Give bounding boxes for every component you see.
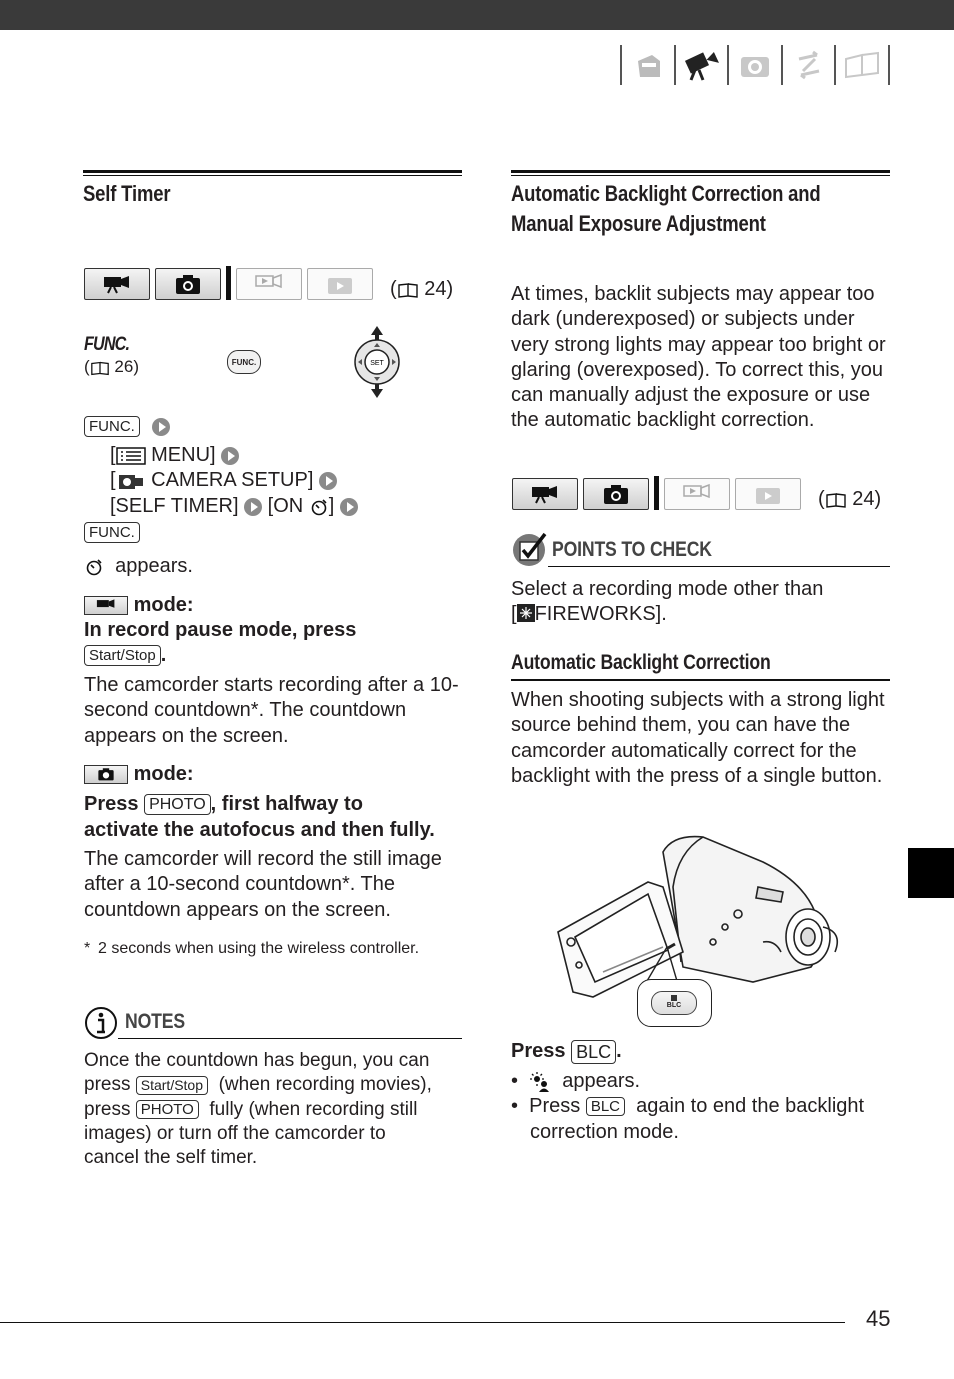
divider xyxy=(888,45,890,85)
camera-setup-icon xyxy=(116,470,146,492)
movie-mode-heading xyxy=(84,593,194,618)
func-key: FUNC. xyxy=(84,416,140,437)
section-rule xyxy=(83,170,462,176)
bullet-text: again to end the backlight xyxy=(636,1095,865,1117)
photo-description: The camcorder will record the still image after a 10-second countdown*. The countdown appears on the screen. xyxy=(84,848,442,921)
arrow-icon xyxy=(244,498,262,516)
intro-paragraph: At times, backlit subjects may appear too dark (underexposed) or subjects under very strong lights may appear too bright or glaring (overexposed). To correct this, you can manually adjust the exposure or use the automatic backlight correction. xyxy=(511,283,886,432)
movie-playback-mode-button xyxy=(236,268,302,300)
section-title-line1: Automatic Backlight Correction and xyxy=(511,181,821,206)
section-title-line2: Manual Exposure Adjustment xyxy=(511,211,766,236)
notes-line: images) or turn off the camcorder to xyxy=(84,1122,386,1144)
notes-line: Once the countdown has begun, you can xyxy=(84,1050,430,1071)
arrow-icon xyxy=(340,498,358,516)
start-stop-key: Start/Stop xyxy=(84,645,161,666)
press-label: Press xyxy=(84,793,139,815)
arrow-icon xyxy=(319,472,337,490)
movie-camera-icon xyxy=(530,484,560,504)
footnote-marker: * xyxy=(84,940,91,957)
step-self-timer-line xyxy=(110,494,358,519)
camera-setup-label: CAMERA SETUP] xyxy=(151,469,314,491)
checkmark-icon xyxy=(511,530,549,568)
photo-mode-button xyxy=(155,268,221,300)
self-timer-label: [SELF TIMER] xyxy=(110,495,239,517)
book-icon xyxy=(825,492,847,508)
points-line1: Select a recording mode other than xyxy=(511,578,824,600)
step-func-line xyxy=(84,416,170,437)
movie-playback-icon xyxy=(682,483,712,505)
period: . xyxy=(160,644,167,666)
step-func-close-line xyxy=(84,522,140,543)
bullet: • xyxy=(511,1070,519,1092)
photo-playback-mode-button xyxy=(307,268,373,300)
movie-mode-button xyxy=(512,478,578,510)
on-label: [ON xyxy=(267,495,304,517)
photo-mode-heading xyxy=(84,762,194,787)
blc-button[interactable] xyxy=(651,991,697,1015)
appears-text: appears. xyxy=(115,555,193,577)
points-line2 xyxy=(511,602,667,627)
backlight-icon xyxy=(529,1072,551,1092)
period: . xyxy=(616,1040,622,1062)
chapter-tab xyxy=(908,848,954,898)
blc-callout xyxy=(637,979,712,1027)
blc-key: BLC xyxy=(586,1097,625,1116)
blc-key: BLC xyxy=(571,1040,616,1064)
fireworks-label: FIREWORKS]. xyxy=(534,603,667,625)
subheading-rule xyxy=(511,679,890,681)
movie-mode-label: mode: xyxy=(133,594,194,616)
camera-icon xyxy=(602,483,630,505)
photo-instruction-part: , first halfway to xyxy=(210,793,363,815)
notes-text: (when recording movies), xyxy=(218,1074,432,1096)
notes-text: fully (when recording still xyxy=(209,1098,418,1120)
movie-instruction-key-line xyxy=(84,643,166,668)
self-timer-icon xyxy=(84,557,104,577)
bullet-item-2 xyxy=(511,1094,864,1119)
movie-playback-icon xyxy=(254,273,284,295)
page-reference: ( 24) xyxy=(390,278,454,300)
photo-playback-icon xyxy=(326,273,354,295)
book-icon xyxy=(397,282,419,298)
func-reference-number: 26) xyxy=(114,357,139,376)
step-camera-setup-line: [ CAMERA SETUP] xyxy=(110,468,337,493)
press-label: Press xyxy=(511,1040,566,1062)
movie-camera-icon xyxy=(102,274,132,294)
notes-line: cancel the self timer. xyxy=(84,1147,258,1169)
bracket: [ xyxy=(511,603,517,625)
footer-rule xyxy=(0,1322,845,1323)
menu-label: MENU] xyxy=(151,444,216,466)
photo-instruction xyxy=(84,792,363,817)
notes-rule xyxy=(118,1038,462,1039)
movie-mode-icon xyxy=(84,596,128,615)
bullet-item-2-continuation: correction mode. xyxy=(530,1121,679,1143)
external-connections-icon xyxy=(783,45,835,85)
video-icon xyxy=(676,45,728,85)
bullet: • xyxy=(511,1095,519,1117)
arrow-icon xyxy=(221,447,239,465)
photo-mode-label: mode: xyxy=(133,763,194,785)
movie-description: The camcorder starts recording after a 10-second countdown*. The countdown appears on the screen. xyxy=(84,674,459,747)
func-reference: ( 26) xyxy=(84,357,139,376)
photo-mode-icon xyxy=(84,765,128,784)
func-key: FUNC. xyxy=(84,522,140,543)
joystick-icon[interactable] xyxy=(352,326,402,398)
close-bracket: ] xyxy=(328,495,335,517)
notes-text: press xyxy=(84,1074,131,1096)
page-reference-number: 24) xyxy=(424,278,454,300)
menu-icon xyxy=(116,447,146,465)
photo-playback-icon xyxy=(754,483,782,505)
photo-key: PHOTO xyxy=(144,794,211,815)
appears-line xyxy=(84,554,193,579)
introduction-icon xyxy=(622,45,674,85)
info-icon xyxy=(84,1006,118,1040)
additional-info-icon xyxy=(836,45,888,85)
bullet-text: Press xyxy=(529,1095,581,1117)
chapter-icons xyxy=(620,44,890,86)
page-reference-number: 24) xyxy=(852,488,882,510)
arrow-icon xyxy=(152,418,170,436)
movie-instruction: In record pause mode, press xyxy=(84,619,357,641)
page-reference: ( 24) xyxy=(818,488,882,510)
blc-button-label: BLC xyxy=(666,1002,682,1009)
top-bar xyxy=(0,0,954,30)
fireworks-icon xyxy=(517,604,535,622)
footnote: 2 seconds when using the wireless controller. xyxy=(98,940,420,957)
press-blc-instruction xyxy=(511,1039,622,1064)
blc-paragraph: When shooting subjects with a strong light source behind them, you can have the camcorder automatically correct for the backlight with the press of a single button. xyxy=(511,689,885,787)
movie-mode-button xyxy=(84,268,150,300)
section-rule xyxy=(511,170,890,176)
movie-playback-mode-button xyxy=(664,478,730,510)
book-icon xyxy=(90,360,110,376)
camera-icon xyxy=(174,273,202,295)
func-heading: FUNC. xyxy=(84,334,130,355)
points-rule xyxy=(548,566,890,567)
bullet-item-1 xyxy=(511,1069,640,1094)
step-menu-line: [ MENU] xyxy=(110,443,239,468)
page-number: 45 xyxy=(866,1306,891,1331)
set-label: SET xyxy=(370,360,384,367)
indicator-icon xyxy=(671,995,677,1001)
bullet-text: appears. xyxy=(562,1070,641,1092)
func-button[interactable]: FUNC. xyxy=(227,350,261,374)
mode-divider xyxy=(654,476,659,510)
notes-text: press xyxy=(84,1098,131,1120)
photo-icon xyxy=(729,45,781,85)
notes-line xyxy=(84,1073,432,1097)
points-to-check-title: POINTS TO CHECK xyxy=(552,538,712,561)
notes-body xyxy=(84,1049,432,1170)
photo-mode-button xyxy=(583,478,649,510)
section-title: Self Timer xyxy=(83,181,171,206)
self-timer-icon xyxy=(309,497,329,517)
start-stop-key: Start/Stop xyxy=(136,1076,208,1095)
notes-line xyxy=(84,1098,432,1122)
mode-divider xyxy=(226,266,231,300)
photo-playback-mode-button xyxy=(735,478,801,510)
photo-key: PHOTO xyxy=(136,1100,199,1119)
subheading: Automatic Backlight Correction xyxy=(511,651,771,674)
photo-instruction-line2: activate the autofocus and then fully. xyxy=(84,819,435,841)
notes-title: NOTES xyxy=(125,1010,185,1033)
